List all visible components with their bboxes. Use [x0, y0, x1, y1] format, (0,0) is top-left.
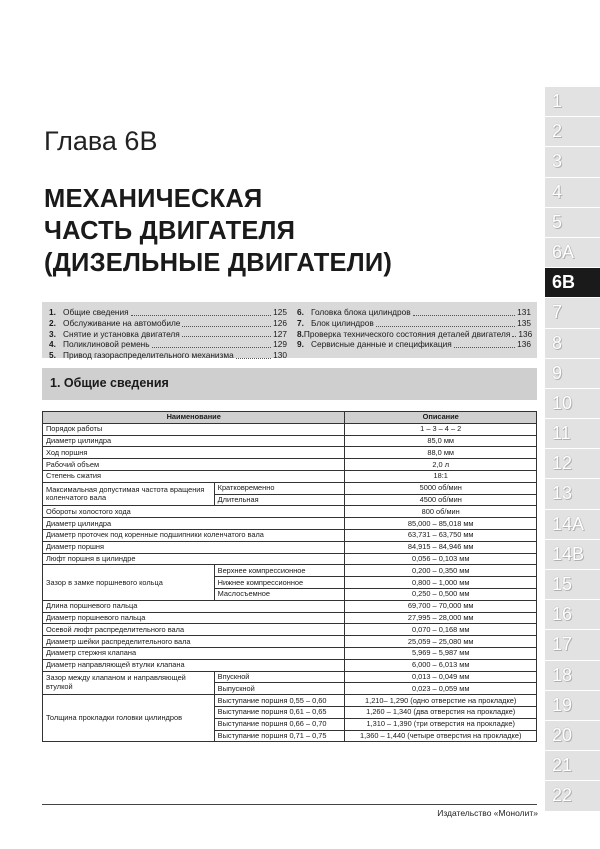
- toc-label: Поликлиновой ремень: [63, 339, 150, 350]
- toc-leader: [182, 326, 271, 327]
- param-label: Зазор между клапаном и направляющей втулкой: [43, 671, 215, 695]
- table-row: [43, 518, 537, 530]
- param-value: 1,360 – 1,440 (четыре отверстия на прокладке): [345, 730, 537, 742]
- param-value: 0,800 – 1,000 мм: [345, 577, 537, 589]
- param-value: 18:1: [345, 470, 537, 482]
- param-label: Толщина прокладки головки цилиндров: [43, 695, 215, 742]
- param-sub: Выступание поршня 0,71 – 0,75: [214, 730, 345, 742]
- param-sub: Верхнее компрессионное: [214, 565, 345, 577]
- param-value: 85,0 мм: [345, 435, 537, 447]
- toc-number: 2.: [49, 317, 56, 328]
- param-label: Диаметр проточек под коренные подшипники коленчатого вала: [43, 529, 345, 541]
- param-value: 0,200 – 0,350 мм: [345, 565, 537, 577]
- param-value: 63,731 – 63,750 мм: [345, 529, 537, 541]
- table-row: [43, 636, 537, 648]
- param-value: 84,915 – 84,946 мм: [345, 541, 537, 553]
- chapter-tab-label: 7: [552, 302, 563, 323]
- toc-leader: [413, 315, 516, 316]
- title-line: МЕХАНИЧЕСКАЯ: [44, 185, 263, 213]
- chapter-tab-label: 11: [552, 423, 571, 444]
- page-title: [44, 183, 392, 279]
- toc-label: Сервисные данные и спецификация: [311, 339, 452, 350]
- toc-label: Привод газораспределительного механизма: [63, 350, 234, 361]
- toc-item[interactable]: [297, 318, 531, 329]
- param-label: Обороты холостого хода: [43, 506, 345, 518]
- section-header: [42, 368, 537, 400]
- chapter-tab-label: 4: [552, 181, 563, 202]
- footer-divider: [42, 804, 537, 805]
- param-label: Диаметр цилиндра: [43, 435, 345, 447]
- chapter-tab[interactable]: [545, 660, 600, 690]
- param-value: 1,210– 1,290 (одно отверстие на прокладке): [345, 695, 537, 707]
- table-of-contents: [42, 302, 537, 361]
- param-value: 69,700 – 70,000 мм: [345, 600, 537, 612]
- publisher-credit: Издательство «Монолит»: [437, 808, 538, 818]
- chapter-tab[interactable]: [545, 86, 600, 116]
- table-row: [43, 612, 537, 624]
- param-label: Диаметр поршня: [43, 541, 345, 553]
- toc-page: 130: [273, 350, 287, 361]
- chapter-tab-label: 20: [552, 724, 573, 745]
- toc-page: 129: [273, 339, 287, 350]
- param-label: Диаметр стержня клапана: [43, 647, 345, 659]
- table-row: [43, 529, 537, 541]
- toc-number: 1.: [49, 307, 56, 317]
- table-row: [43, 447, 537, 459]
- toc-item[interactable]: [49, 307, 287, 318]
- param-value: 0,070 – 0,168 мм: [345, 624, 537, 636]
- param-value: 5000 об/мин: [345, 482, 537, 494]
- param-sub: Выпускной: [214, 683, 345, 695]
- toc-label: Общие сведения: [63, 307, 129, 317]
- chapter-tab-label: 14A: [552, 513, 585, 534]
- param-value: 4500 об/мин: [345, 494, 537, 506]
- table-row: [43, 506, 537, 518]
- param-label: Осевой люфт распределительного вала: [43, 624, 345, 636]
- param-value: 0,023 – 0,059 мм: [345, 683, 537, 695]
- table-row: [43, 423, 537, 435]
- chapter-tab-label: 22: [552, 785, 573, 806]
- chapter-tab-label: 6B: [552, 272, 576, 293]
- chapter-tab-label: 10: [552, 392, 573, 413]
- toc-number: 9.: [297, 339, 304, 350]
- table-row: [43, 565, 537, 577]
- chapter-tab[interactable]: [545, 207, 600, 237]
- param-value: 0,056 – 0,103 мм: [345, 553, 537, 565]
- toc-leader: [182, 336, 271, 337]
- param-value: 25,059 – 25,080 мм: [345, 636, 537, 648]
- toc-leader: [512, 336, 516, 337]
- table-row: [43, 553, 537, 565]
- param-value: 0,250 – 0,500 мм: [345, 588, 537, 600]
- param-sub: Выступание поршня 0,66 – 0,70: [214, 718, 345, 730]
- param-label: Зазор в замке поршневого кольца: [43, 565, 215, 600]
- chapter-tab-label: 5: [552, 211, 563, 232]
- toc-number: 6.: [297, 307, 304, 317]
- table-row: [43, 647, 537, 659]
- param-value: 85,000 – 85,018 мм: [345, 518, 537, 530]
- title-line: ЧАСТЬ ДВИГАТЕЛЯ: [44, 217, 296, 245]
- toc-right-column: [297, 307, 531, 350]
- table-row: [43, 482, 537, 494]
- chapter-tab-label: 2: [552, 121, 563, 142]
- chapter-tab[interactable]: [545, 177, 600, 207]
- chapter-tab-label: 1: [552, 91, 563, 111]
- chapter-tab[interactable]: [545, 328, 600, 358]
- toc-page: 127: [273, 328, 287, 339]
- param-value: 5,969 – 5,987 мм: [345, 647, 537, 659]
- chapter-tab-label: 12: [552, 453, 573, 474]
- toc-page: 131: [517, 307, 531, 317]
- toc-item[interactable]: [49, 350, 287, 361]
- chapter-tab[interactable]: [545, 478, 600, 508]
- toc-left-column: [49, 307, 287, 361]
- param-label: Рабочий объем: [43, 459, 345, 471]
- param-label: Порядок работы: [43, 423, 345, 435]
- toc-item[interactable]: [49, 339, 287, 350]
- param-value: 27,995 – 28,000 мм: [345, 612, 537, 624]
- header-name: Наименование: [43, 412, 345, 424]
- param-label: Степень сжатия: [43, 470, 345, 482]
- table-row: [43, 435, 537, 447]
- chapter-tabs: [545, 86, 600, 811]
- param-value: 1,310 – 1,390 (три отверстия на прокладке): [345, 718, 537, 730]
- chapter-tab[interactable]: [545, 569, 600, 599]
- chapter-tab[interactable]: [545, 358, 600, 388]
- param-sub: Выступание поршня 0,55 – 0,60: [214, 695, 345, 707]
- param-value: 6,000 – 6,013 мм: [345, 659, 537, 671]
- param-sub: Кратковременно: [214, 482, 345, 494]
- table-row: [43, 459, 537, 471]
- toc-number: 4.: [49, 339, 56, 350]
- toc-number: 8.: [297, 328, 304, 339]
- chapter-tab-label: 18: [552, 664, 573, 685]
- table-row: [43, 671, 537, 683]
- toc-number: 3.: [49, 328, 56, 339]
- table-row: [43, 600, 537, 612]
- toc-item[interactable]: [297, 307, 531, 318]
- chapter-tab[interactable]: [545, 629, 600, 659]
- chapter-tab-label: 13: [552, 483, 573, 504]
- toc-number: 7.: [297, 317, 304, 328]
- param-sub: Нижнее компрессионное: [214, 577, 345, 589]
- chapter-tab-label: 6A: [552, 241, 575, 262]
- toc-page: 136: [518, 328, 533, 339]
- toc-label: Проверка технического состояния деталей двигателя: [303, 328, 511, 339]
- param-label: Диаметр цилиндра: [43, 518, 345, 530]
- toc-item[interactable]: [49, 329, 287, 340]
- table-row: [43, 541, 537, 553]
- chapter-tab[interactable]: [545, 237, 600, 267]
- toc-label: Блок цилиндров: [311, 317, 374, 328]
- chapter-tab-label: 17: [552, 634, 573, 655]
- toc-leader: [376, 326, 515, 327]
- chapter-tab-label: 21: [552, 755, 573, 776]
- toc-page: 126: [273, 317, 287, 328]
- chapter-tab[interactable]: [545, 418, 600, 448]
- section-title: 1. Общие сведения: [50, 376, 169, 390]
- param-label: Диаметр направляющей втулки клапана: [43, 659, 345, 671]
- spec-table: [42, 411, 537, 742]
- table-header-row: [43, 412, 537, 424]
- toc-label: Снятие и установка двигателя: [63, 328, 180, 339]
- param-value: 1,260 – 1,340 (два отверстия на прокладке): [345, 706, 537, 718]
- param-label: Максимальная допустимая частота вращения коленчатого вала: [43, 482, 215, 506]
- toc-item[interactable]: [297, 339, 531, 350]
- table-row: [43, 470, 537, 482]
- chapter-tab[interactable]: [545, 690, 600, 720]
- param-value: 1 – 3 – 4 – 2: [345, 423, 537, 435]
- param-label: Диаметр поршневого пальца: [43, 612, 345, 624]
- chapter-tab[interactable]: [545, 297, 600, 327]
- chapter-tab[interactable]: [545, 720, 600, 750]
- toc-label: Обслуживание на автомобиле: [63, 317, 181, 328]
- toc-label: Головка блока цилиндров: [311, 307, 411, 317]
- param-label: Люфт поршня в цилиндре: [43, 553, 345, 565]
- table-row: [43, 624, 537, 636]
- toc-item[interactable]: [49, 318, 287, 329]
- toc-page: 125: [273, 307, 287, 317]
- chapter-tab-label: 16: [552, 604, 573, 625]
- toc-page: 136: [517, 339, 531, 350]
- toc-leader: [131, 315, 272, 316]
- param-value: 88,0 мм: [345, 447, 537, 459]
- chapter-tab[interactable]: [545, 388, 600, 418]
- chapter-label: Глава 6В: [44, 126, 158, 156]
- param-sub: Впускной: [214, 671, 345, 683]
- chapter-tab[interactable]: [545, 750, 600, 780]
- table-row: [43, 695, 537, 707]
- toc-number: 5.: [49, 350, 56, 361]
- chapter-tab-label: 19: [552, 694, 573, 715]
- param-value: 800 об/мин: [345, 506, 537, 518]
- chapter-tab[interactable]: [545, 146, 600, 176]
- toc-leader: [454, 347, 515, 348]
- param-sub: Длительная: [214, 494, 345, 506]
- param-sub: Маслосъемное: [214, 588, 345, 600]
- param-label: Ход поршня: [43, 447, 345, 459]
- param-value: 2,0 л: [345, 459, 537, 471]
- chapter-tab-label: 3: [552, 151, 563, 172]
- title-line: (ДИЗЕЛЬНЫЕ ДВИГАТЕЛИ): [44, 249, 393, 277]
- chapter-tab[interactable]: [545, 539, 600, 569]
- chapter-tab-label: 15: [552, 574, 573, 594]
- param-label: Длина поршневого пальца: [43, 600, 345, 612]
- param-label: Диаметр шейки распределительного вала: [43, 636, 345, 648]
- param-sub: Выступание поршня 0,61 – 0,65: [214, 706, 345, 718]
- chapter-tab[interactable]: [545, 509, 600, 539]
- toc-leader: [152, 347, 272, 348]
- chapter-tab[interactable]: [545, 116, 600, 146]
- chapter-tab[interactable]: [545, 780, 600, 810]
- table-row: [43, 659, 537, 671]
- chapter-tab-label: 8: [552, 332, 563, 353]
- chapter-tab[interactable]: [545, 448, 600, 478]
- toc-item[interactable]: [297, 329, 531, 340]
- chapter-tab[interactable]: [545, 599, 600, 629]
- toc-leader: [236, 358, 271, 359]
- chapter-tab-label: 9: [552, 362, 563, 383]
- chapter-tab-label: 14B: [552, 543, 585, 564]
- header-desc: Описание: [345, 412, 537, 424]
- param-value: 0,013 – 0,049 мм: [345, 671, 537, 683]
- toc-page: 135: [517, 317, 531, 328]
- chapter-tab[interactable]: [545, 267, 600, 297]
